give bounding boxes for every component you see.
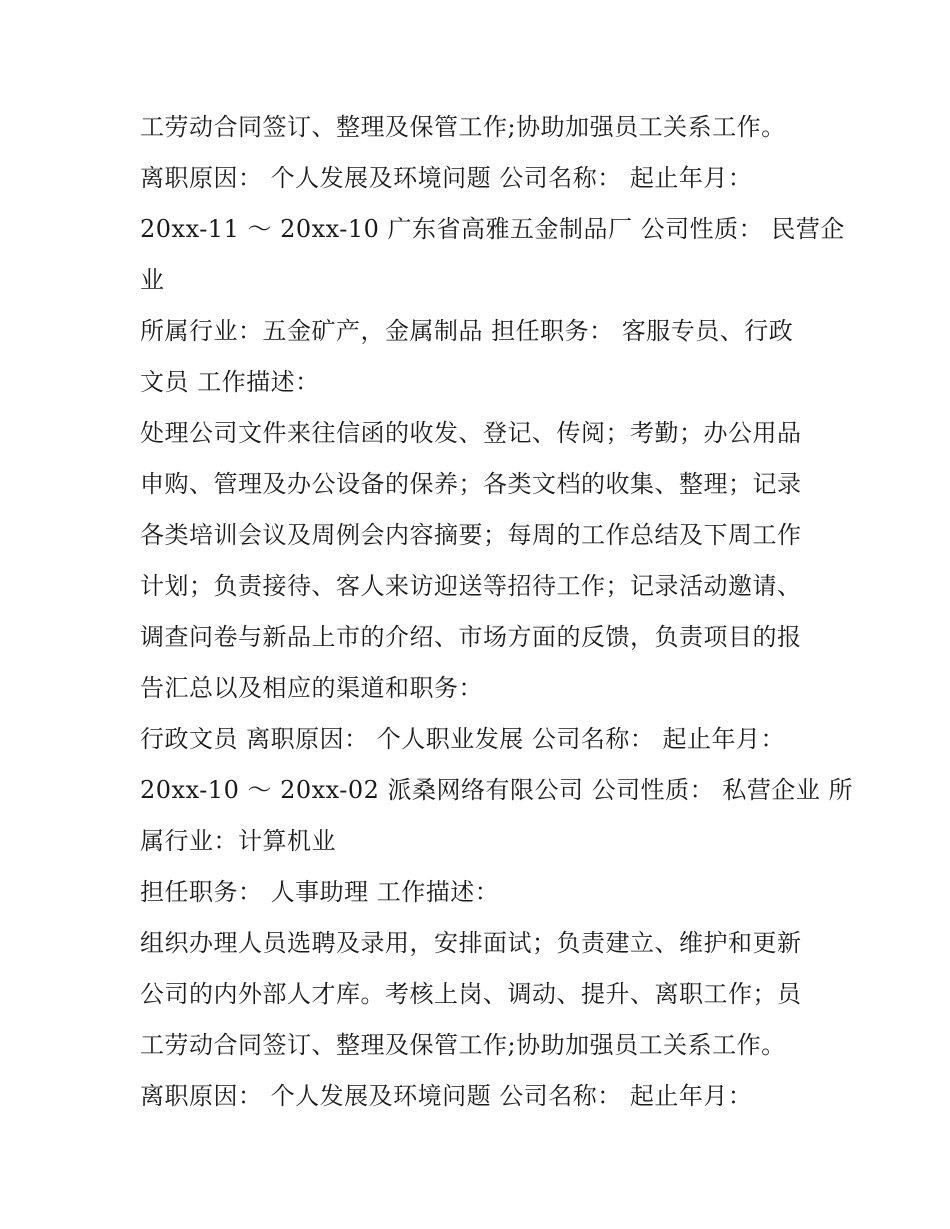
text-line: 计划；负责接待、客人来访迎送等招待工作；记录活动邀请、 [140, 572, 802, 600]
text-line: 文员 工作描述： [140, 368, 320, 396]
text-line: 所属行业：五金矿产，金属制品 担任职务： 客服专员、行政 [140, 317, 794, 345]
text-line: 处理公司文件来往信函的收发、登记、传阅；考勤；办公用品 [140, 419, 802, 447]
text-line: 离职原因： 个人发展及环境问题 公司名称： 起止年月： [140, 1082, 753, 1110]
text-line: 组织办理人员选聘及录用，安排面试；负责建立、维护和更新 [140, 929, 802, 957]
text-line: 申购、管理及办公设备的保养；各类文档的收集、整理；记录 [140, 470, 802, 498]
text-line: 调查问卷与新品上市的介绍、市场方面的反馈，负责项目的报 [140, 623, 802, 651]
document-body [140, 102, 853, 1122]
text-line: 公司的内外部人才库。考核上岗、调动、提升、离职工作；员 [140, 980, 802, 1008]
text-line: 20xx-11 ～ 20xx-10 广东省高雅五金制品厂 公司性质： 民营企 [140, 215, 845, 243]
text-line: 业 [140, 266, 165, 294]
text-line: 20xx-10 ～ 20xx-02 派桑网络有限公司 公司性质： 私营企业 所 [140, 776, 853, 804]
text-line: 告汇总以及相应的渠道和职务： [140, 674, 483, 702]
text-line: 工劳动合同签订、整理及保管工作;协助加强员工关系工作。 [140, 1031, 786, 1059]
text-line: 各类培训会议及周例会内容摘要；每周的工作总结及下周工作 [140, 521, 802, 549]
text-line: 行政文员 离职原因： 个人职业发展 公司名称： 起止年月： [140, 725, 786, 753]
text-line: 担任职务： 人事助理 工作描述： [140, 878, 500, 906]
text-line: 属行业：计算机业 [140, 827, 336, 855]
text-line: 离职原因： 个人发展及环境问题 公司名称： 起止年月： [140, 164, 753, 192]
text-line: 工劳动合同签订、整理及保管工作;协助加强员工关系工作。 [140, 113, 786, 141]
